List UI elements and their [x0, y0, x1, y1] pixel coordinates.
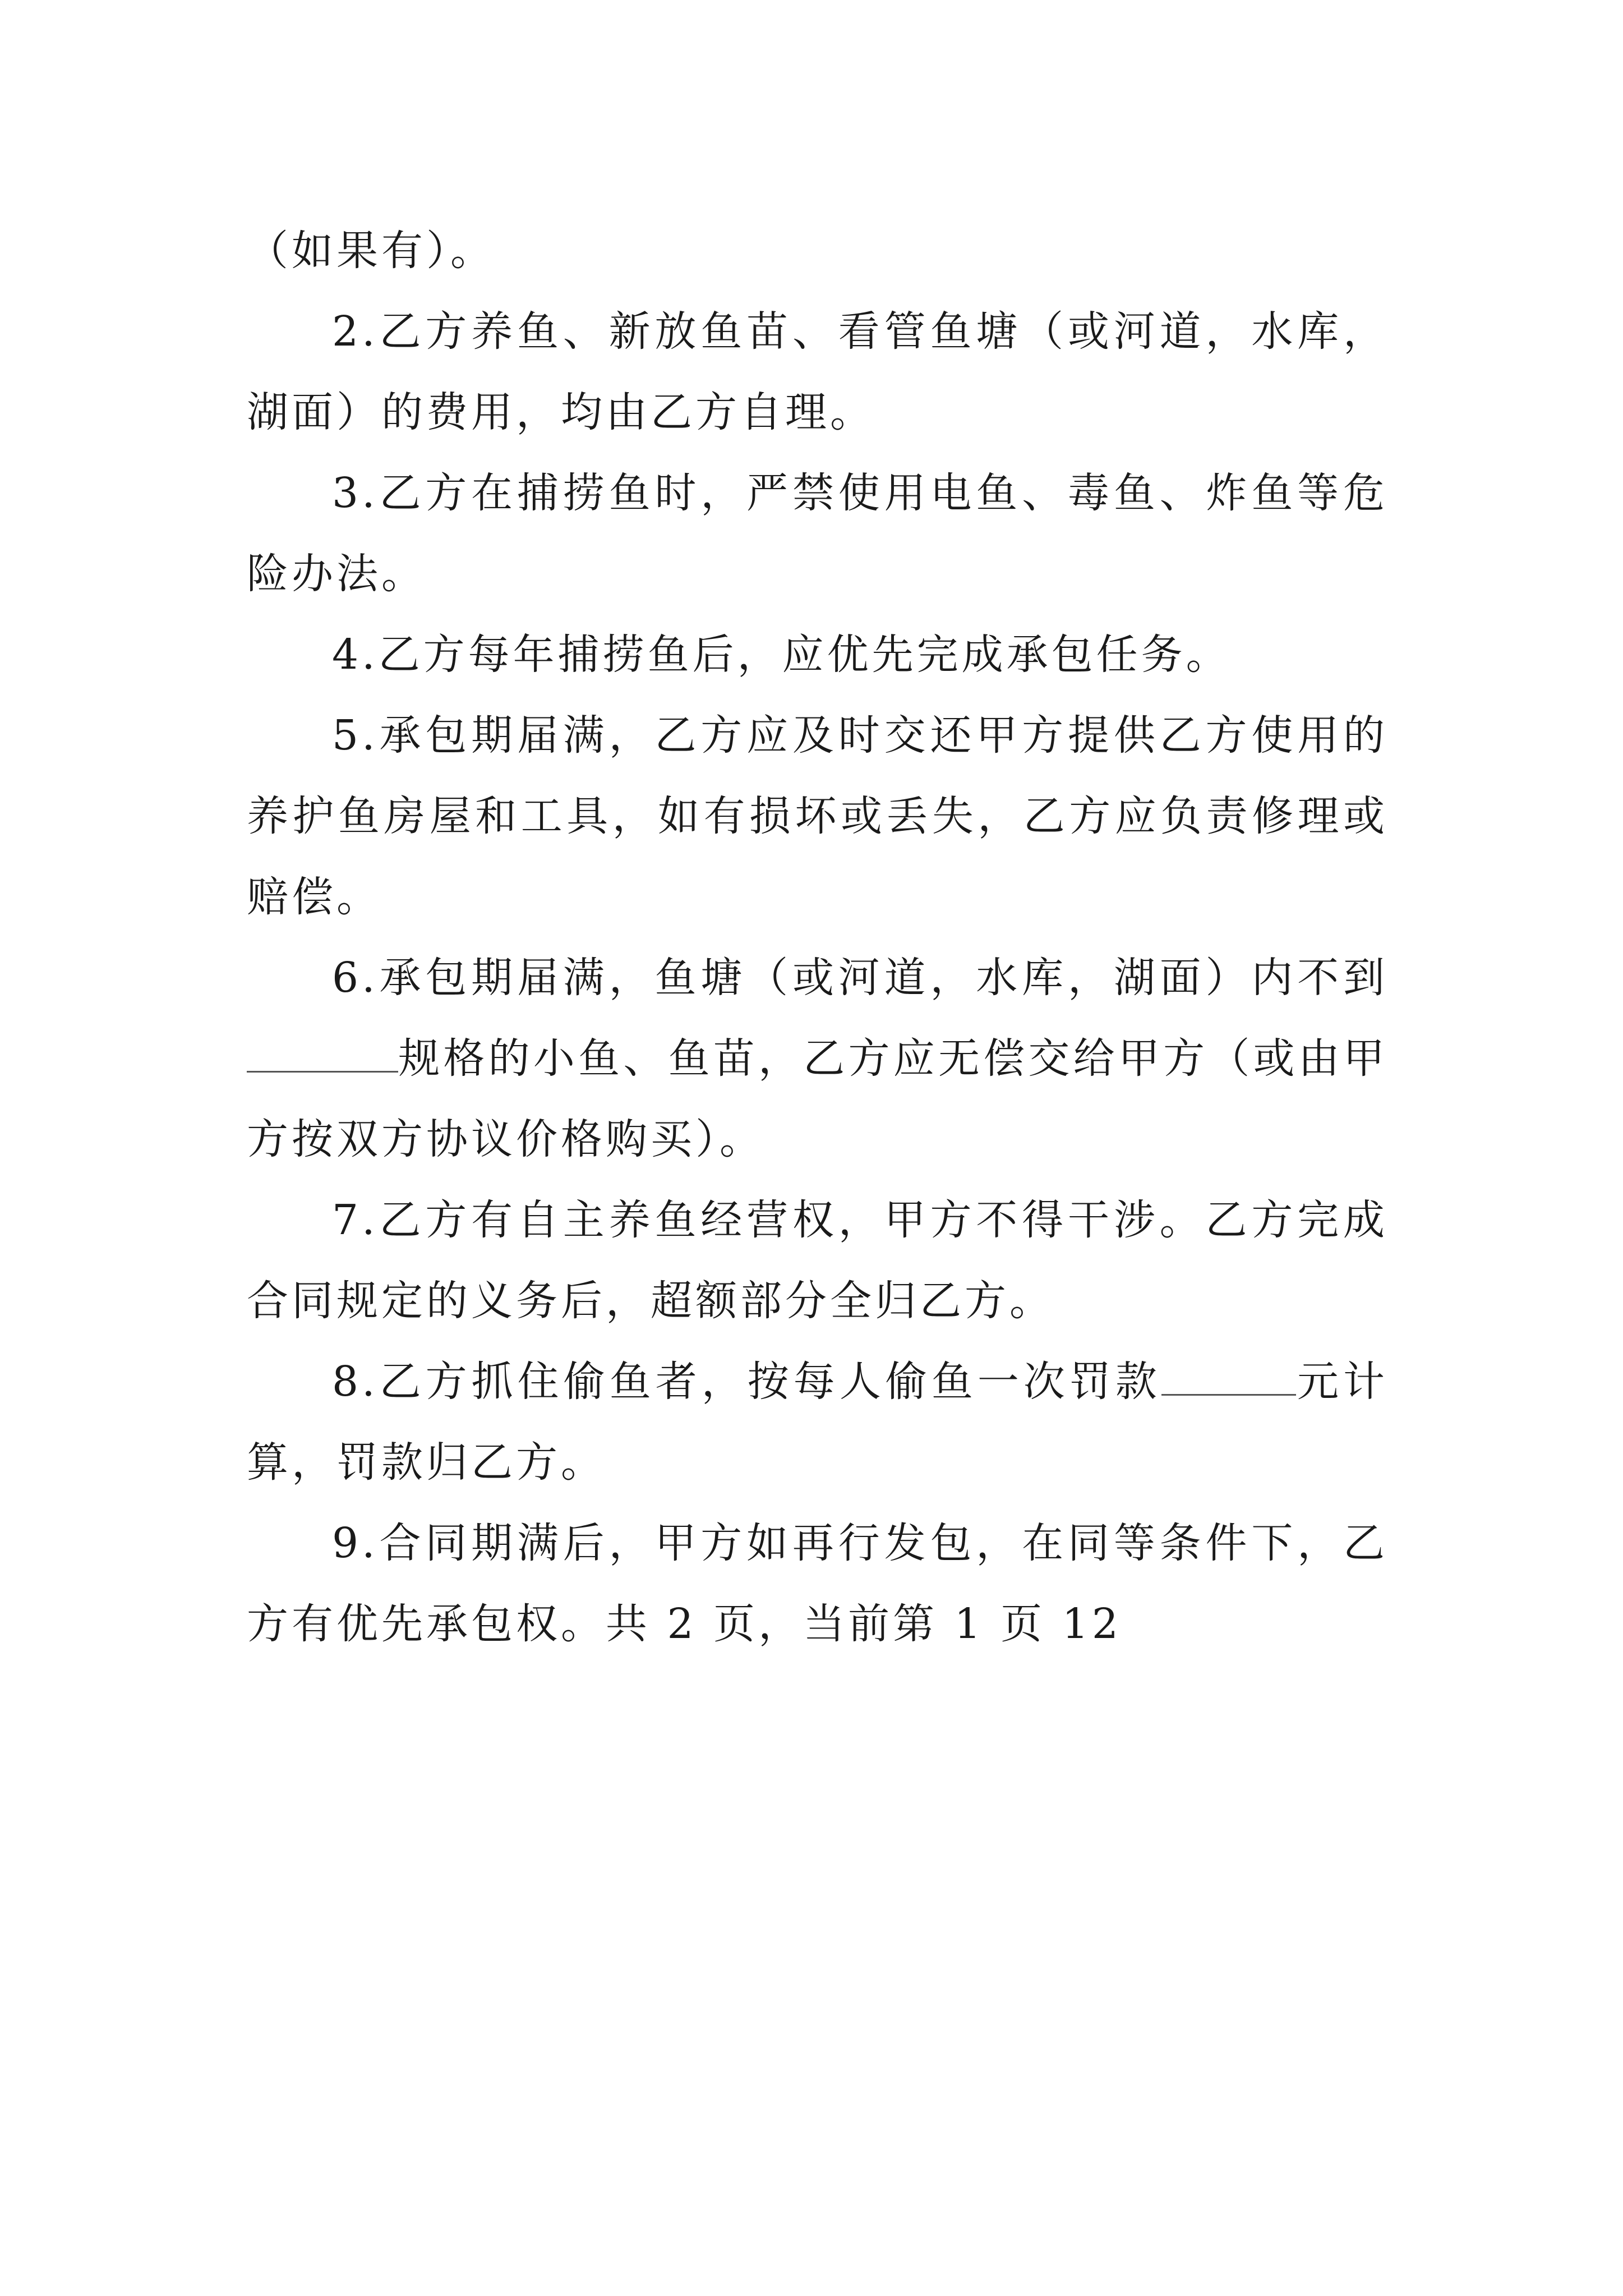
- clause-8-text-before: 8.乙方抓住偷鱼者，按每人偷鱼一次罚款: [332, 1358, 1161, 1406]
- clause-4: 4.乙方每年捕捞鱼后，应优先完成承包任务。: [332, 631, 1231, 679]
- clause-8: [247, 1341, 1388, 1503]
- clause-6-text-after: 规格的小鱼、鱼苗，乙方应无偿交给甲方（或由甲方按双方协议价格购买）。: [247, 1034, 1388, 1163]
- clause-6-text-before: 6.承包期届满，鱼塘（或河道，水库，湖面）内不到: [332, 954, 1388, 1002]
- clause-6: [247, 937, 1388, 1180]
- clause-3: 3.乙方在捕捞鱼时，严禁使用电鱼、毒鱼、炸鱼等危险办法。: [247, 469, 1388, 598]
- fill-in-blank-size: [247, 1026, 398, 1073]
- clause-9: 9.合同期满后，甲方如再行发包，在同等条件下，乙方有优先承包权。共 2 页，当前第 1 页 12: [247, 1519, 1388, 1648]
- paragraph-continuation: （如果有）。: [247, 227, 495, 275]
- clause-5: 5.承包期届满，乙方应及时交还甲方提供乙方使用的养护鱼房屋和工具，如有损坏或丢失，乙方应负责修理或赔偿。: [247, 711, 1388, 921]
- fill-in-blank-fine-amount: [1161, 1349, 1296, 1396]
- clause-2: 2.乙方养鱼、新放鱼苗、看管鱼塘（或河道，水库，湖面）的费用，均由乙方自理。: [247, 307, 1388, 436]
- clause-7: 7.乙方有自主养鱼经营权，甲方不得干涉。乙方完成合同规定的义务后，超额部分全归乙方。: [247, 1196, 1388, 1325]
- clause-8-text-after: 元计算，罚款归乙方。: [247, 1358, 1388, 1487]
- document-body: [247, 210, 1388, 1664]
